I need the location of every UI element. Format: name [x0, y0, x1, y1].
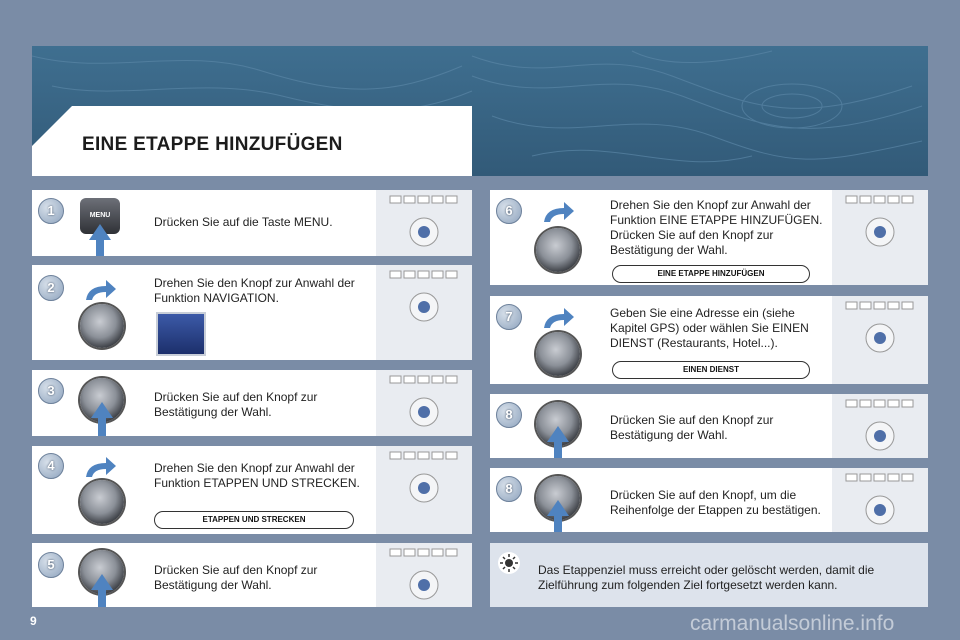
console-drawing: [376, 265, 472, 360]
watermark: carmanualsonline.info: [690, 612, 895, 635]
console-key: [404, 196, 415, 203]
console-knob-center: [874, 226, 886, 238]
press-arrow-icon: [547, 500, 569, 516]
press-arrow-stem: [96, 240, 104, 256]
console-key: [404, 452, 415, 459]
menu-item-pill: EINE ETAPPE HINZUFÜGEN: [612, 265, 810, 283]
console-key: [390, 376, 401, 383]
step-badge: 1: [38, 198, 64, 224]
console-knob-center: [418, 579, 430, 591]
console-knob-center: [418, 482, 430, 494]
console-key: [860, 474, 871, 481]
console-key: [902, 302, 913, 309]
console-key: [446, 376, 457, 383]
console-key: [418, 549, 429, 556]
console-key: [902, 196, 913, 203]
console-image: [376, 265, 472, 360]
console-image: [832, 394, 928, 458]
console-key: [432, 196, 443, 203]
console-drawing: [832, 296, 928, 384]
step-text: Drehen Sie den Knopf zur Anwahl der Funktion ETAPPEN UND STRECKEN.: [154, 461, 360, 490]
console-key: [846, 474, 857, 481]
console-key: [874, 400, 885, 407]
console-key: [432, 376, 443, 383]
console-drawing: [376, 446, 472, 534]
press-arrow-stem: [98, 418, 106, 436]
console-key: [404, 271, 415, 278]
step-text: Drücken Sie auf den Knopf, um die Reihenfolge der Etappen zu bestätigen.: [610, 488, 821, 517]
menu-key-image: MENU: [80, 198, 120, 234]
info-note: [490, 543, 928, 607]
console-image: [376, 543, 472, 607]
step-text: Drücken Sie auf den Knopf zur Bestätigung der Wahl.: [154, 390, 318, 419]
console-image: [832, 296, 928, 384]
rotary-knob-image: [80, 480, 124, 524]
console-image: [376, 370, 472, 436]
console-key: [418, 196, 429, 203]
console-knob-center: [874, 332, 886, 344]
press-arrow-stem: [554, 442, 562, 458]
page-title: EINE ETAPPE HINZUFÜGEN: [82, 134, 343, 155]
console-knob-center: [418, 406, 430, 418]
sun-icon: [498, 552, 520, 574]
step-text: Drücken Sie auf den Knopf zur Bestätigung der Wahl.: [610, 413, 774, 442]
press-arrow-icon: [91, 402, 113, 418]
console-key: [846, 302, 857, 309]
menu-item-pill: ETAPPEN UND STRECKEN: [154, 511, 354, 529]
console-key: [446, 549, 457, 556]
console-key: [418, 376, 429, 383]
console-key: [446, 271, 457, 278]
console-drawing: [832, 468, 928, 532]
console-key: [874, 196, 885, 203]
console-image: [832, 190, 928, 285]
console-key: [874, 302, 885, 309]
console-key: [390, 452, 401, 459]
console-key: [902, 400, 913, 407]
step-badge: 6: [496, 198, 522, 224]
rotate-arrow-icon: [82, 455, 118, 479]
press-arrow-stem: [98, 590, 106, 607]
console-knob-center: [418, 301, 430, 313]
console-key: [860, 302, 871, 309]
rotary-knob-image: [80, 304, 124, 348]
step-badge: 2: [38, 275, 64, 301]
console-key: [888, 400, 899, 407]
console-key: [390, 196, 401, 203]
menu-item-pill: EINEN DIENST: [612, 361, 810, 379]
console-key: [846, 400, 857, 407]
press-arrow-icon: [547, 426, 569, 442]
rotate-arrow-icon: [540, 200, 576, 224]
console-drawing: [376, 543, 472, 607]
console-knob-center: [874, 430, 886, 442]
console-knob-center: [874, 504, 886, 516]
step-badge: 3: [38, 378, 64, 404]
step-text: Drücken Sie auf den Knopf zur Bestätigung der Wahl.: [154, 563, 318, 592]
console-key: [446, 196, 457, 203]
step-badge: 5: [38, 552, 64, 578]
console-key: [404, 549, 415, 556]
console-key: [874, 474, 885, 481]
step-badge: 7: [496, 304, 522, 330]
console-image: [376, 446, 472, 534]
step-text: Drehen Sie den Knopf zur Anwahl der Funktion EINE ETAPPE HINZUFÜGEN. Drücken Sie auf den Knopf zur Bestätigung der Wahl.: [610, 198, 823, 257]
console-image: [832, 468, 928, 532]
console-key: [902, 474, 913, 481]
press-arrow-icon: [89, 224, 111, 240]
step-text: Geben Sie eine Adresse ein (siehe Kapitel GPS) oder wählen Sie EINEN DIENST (Restaurants, Hotel...).: [610, 306, 809, 350]
press-arrow-stem: [554, 516, 562, 532]
console-key: [390, 271, 401, 278]
console-drawing: [832, 394, 928, 458]
rotate-arrow-icon: [82, 278, 118, 302]
console-key: [446, 452, 457, 459]
console-key: [418, 452, 429, 459]
page-number: 9: [30, 614, 37, 628]
console-drawing: [832, 190, 928, 285]
rotate-arrow-icon: [540, 306, 576, 330]
console-key: [888, 474, 899, 481]
step-badge: 4: [38, 453, 64, 479]
console-key: [860, 196, 871, 203]
console-key: [432, 271, 443, 278]
step-badge: 8: [496, 476, 522, 502]
press-arrow-icon: [91, 574, 113, 590]
console-key: [860, 400, 871, 407]
console-drawing: [376, 370, 472, 436]
rotary-knob-image: [536, 228, 580, 272]
rotary-knob-image: [536, 332, 580, 376]
console-key: [404, 376, 415, 383]
step-text: Drücken Sie auf die Taste MENU.: [154, 215, 333, 229]
console-key: [432, 452, 443, 459]
note-text: Das Etappenziel muss erreicht oder gelöscht werden, damit die Zielführung zum folgenden Ziel fortgesetzt werden kann.: [538, 563, 875, 592]
navigation-icon: [156, 312, 206, 356]
console-key: [888, 302, 899, 309]
console-drawing: [376, 190, 472, 256]
console-key: [888, 196, 899, 203]
console-image: [376, 190, 472, 256]
console-key: [432, 549, 443, 556]
console-knob-center: [418, 226, 430, 238]
step-text: Drehen Sie den Knopf zur Anwahl der Funktion NAVIGATION.: [154, 276, 355, 305]
console-key: [846, 196, 857, 203]
step-badge: 8: [496, 402, 522, 428]
console-key: [418, 271, 429, 278]
console-key: [390, 549, 401, 556]
